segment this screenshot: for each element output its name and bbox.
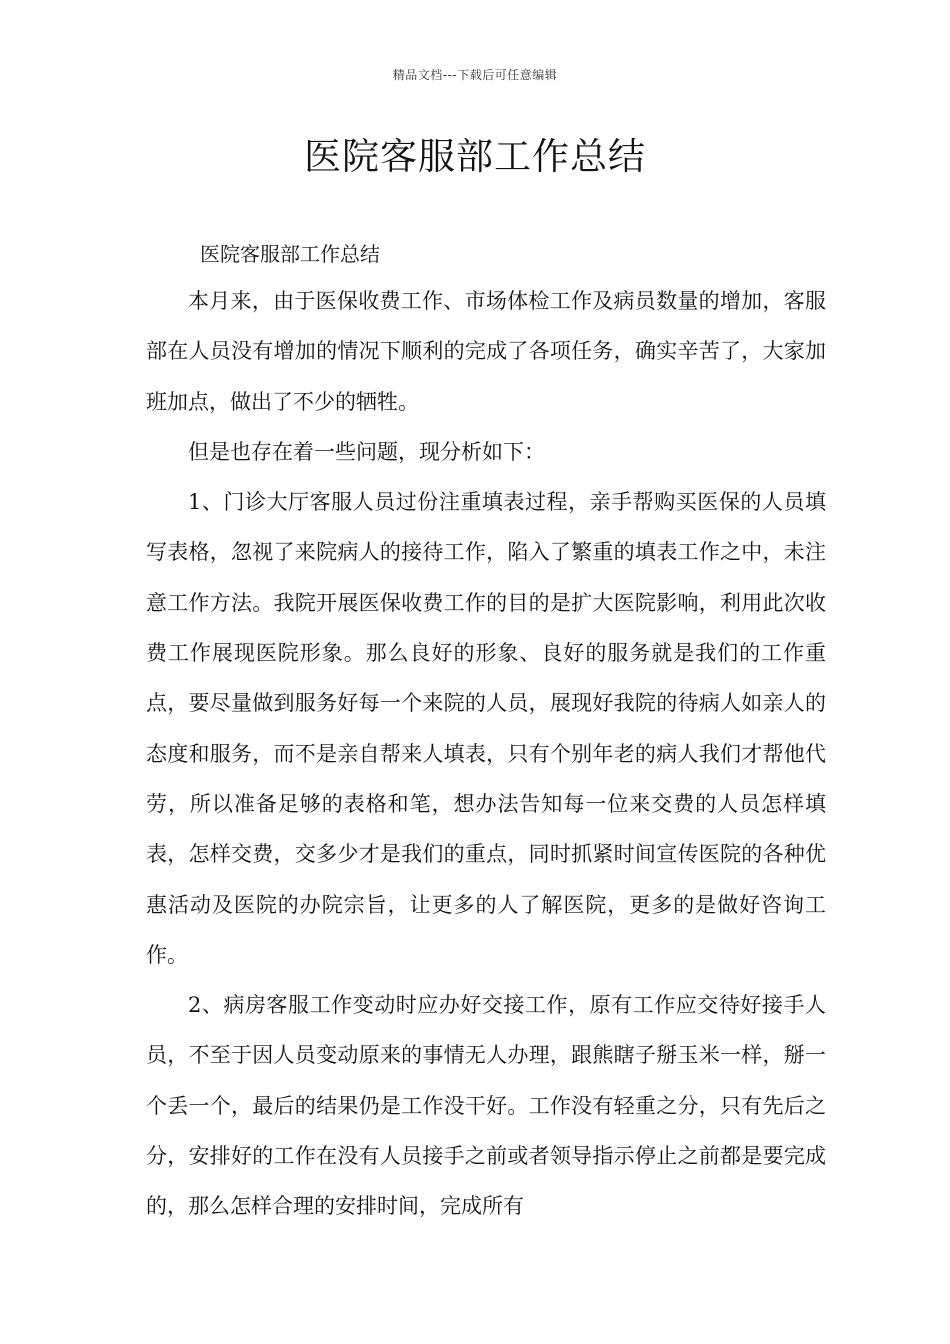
document-title: 医院客服部工作总结 [304,135,646,178]
paragraph: 2、病房客服工作变动时应办好交接工作，原有工作应交待好接手人员，不至于因人员变动原来的事情无人办理，跟熊瞎子掰玉米一样，掰一个丢一个，最后的结果仍是工作没干好。工作没有轻重之分，只有先后之分，安排好的工作在没有人员接手之前或者领导指示停止之前都是要完成的，那么怎样合理的安排时间，完成所有 [146,993,826,1219]
paragraph: 本月来，由于医保收费工作、市场体检工作及病员数量的增加，客服部在人员没有增加的情况下顺利的完成了各项任务，确实辛苦了，大家加班加点，做出了不少的牺牲。 [146,289,826,414]
document-subtitle: 医院客服部工作总结 [200,242,380,266]
paragraph: 但是也存在着一些问题，现分析如下： [188,439,545,464]
paragraph: 1、门诊大厅客服人员过份注重填表过程，亲手帮购买医保的人员填写表格，忽视了来院病人的接待工作，陷入了繁重的填表工作之中，未注意工作方法。我院开展医保收费工作的目的是扩大医院影响，利用此次收费工作展现医院形象。那么良好的形象、良好的服务就是我们的工作重点，要尽量做到服务好每一个来院的人员，展现好我院的待病人如亲人的态度和服务，而不是亲自帮来人填表，只有个别年老的病人我们才帮他代劳，所以准备足够的表格和笔，想办法告知每一位来交费的人员怎样填表，怎样交费，交多少才是我们的重点，同时抓紧时间宣传医院的各种优惠活动及医院的办院宗旨，让更多的人了解医院，更多的是做好咨询工作。 [146,490,826,967]
document-body [146,276,826,1232]
header-note: 精品文档---下载后可任意编辑 [392,68,558,82]
